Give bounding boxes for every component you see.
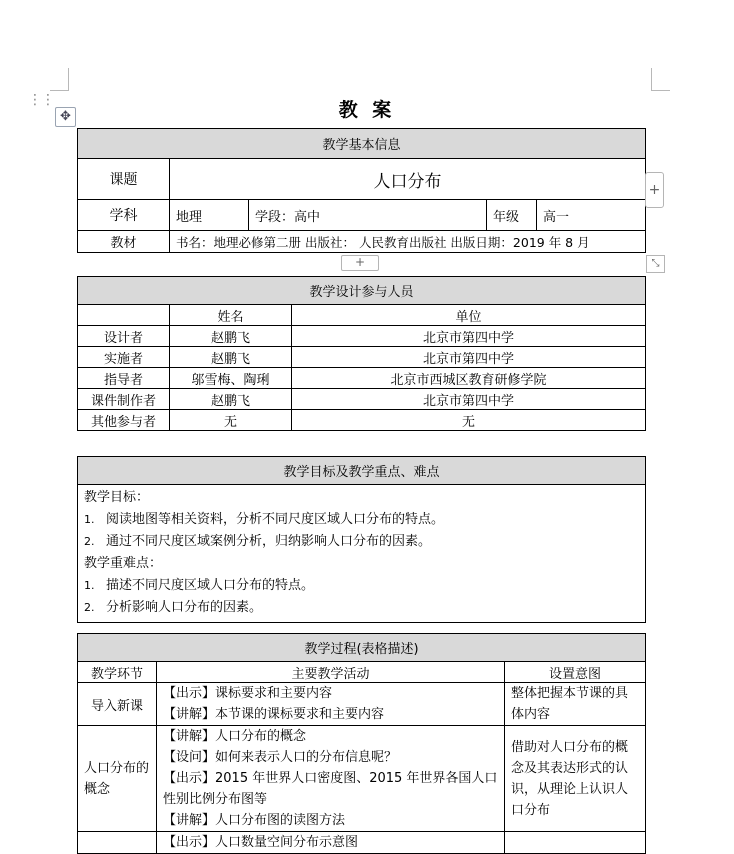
- design-team-header: 教学设计参与人员: [78, 277, 646, 305]
- unit-cell[interactable]: 北京市西城区教育研修学院: [292, 368, 646, 389]
- empty-header-cell: [78, 305, 170, 326]
- subject-value[interactable]: 地理: [170, 200, 249, 231]
- add-column-button[interactable]: +: [645, 172, 664, 208]
- unit-cell[interactable]: 北京市第四中学: [292, 326, 646, 347]
- activity-cell[interactable]: 【讲解】人口分布的概念 【设问】如何来表示人口的分布信息呢？ 【出示】2015 年世界人口密度图、2015 年世界各国人口性别比例分布图等 【讲解】人口分布图的读图方法: [157, 726, 505, 832]
- name-cell[interactable]: 赵鹏飞: [170, 326, 292, 347]
- table-move-handle-icon[interactable]: ✥: [55, 107, 76, 127]
- textbook-value[interactable]: 书名：地理必修第二册 出版社： 人民教育出版社 出版日期：2019 年 8 月: [170, 231, 646, 253]
- add-row-button[interactable]: +: [341, 255, 379, 271]
- process-header: 教学过程(表格描述): [78, 634, 646, 662]
- goal-label: 教学目标：: [84, 490, 150, 505]
- unit-cell[interactable]: 北京市第四中学: [292, 347, 646, 368]
- topic-value[interactable]: 人口分布: [170, 159, 646, 200]
- topic-label: 课题: [78, 159, 170, 200]
- unit-cell[interactable]: 北京市第四中学: [292, 389, 646, 410]
- grade-value[interactable]: 高一: [537, 200, 646, 231]
- table-row: [78, 368, 646, 389]
- table-row: [78, 326, 646, 347]
- table-row: [78, 410, 646, 431]
- textbook-label: 教材: [78, 231, 170, 253]
- list-item: 1. 阅读地图等相关资料，分析不同尺度区域人口分布的特点。: [84, 512, 445, 527]
- activity-cell[interactable]: 【出示】课标要求和主要内容 【讲解】本节课的课标要求和主要内容: [157, 683, 505, 726]
- objectives-table: [77, 456, 646, 623]
- list-item: 2. 通过不同尺度区域案例分析，归纳影响人口分布的因素。: [84, 534, 432, 549]
- name-cell[interactable]: 无: [170, 410, 292, 431]
- list-item: 1. 描述不同尺度区域人口分布的特点。: [84, 578, 315, 593]
- activity-cell[interactable]: 【出示】人口数量空间分布示意图: [157, 832, 505, 854]
- objectives-content[interactable]: [78, 485, 646, 623]
- col-unit-header: 单位: [292, 305, 646, 326]
- name-cell[interactable]: 赵鹏飞: [170, 389, 292, 410]
- col-activity-header: 主要教学活动: [157, 662, 505, 683]
- key-label: 教学重难点：: [84, 556, 163, 571]
- name-cell[interactable]: 赵鹏飞: [170, 347, 292, 368]
- role-cell: 课件制作者: [78, 389, 170, 410]
- role-cell: 其他参与者: [78, 410, 170, 431]
- intent-cell[interactable]: 借助对人口分布的概念及其表达形式的认识，从理论上认识人口分布: [505, 726, 646, 832]
- document-title: 教 案: [338, 99, 396, 121]
- stage-cell[interactable]: [78, 832, 157, 854]
- role-cell: 实施者: [78, 347, 170, 368]
- table-row: [78, 347, 646, 368]
- intent-cell[interactable]: [505, 832, 646, 854]
- design-team-table: [77, 276, 646, 431]
- col-name-header: 姓名: [170, 305, 292, 326]
- subject-label: 学科: [78, 200, 170, 231]
- table-row: [78, 683, 646, 726]
- col-stage-header: 教学环节: [78, 662, 157, 683]
- process-table: [77, 633, 646, 854]
- page-corner-mark-right: [651, 68, 670, 91]
- basic-info-table: [77, 128, 646, 253]
- table-resize-icon[interactable]: ⤡: [646, 255, 665, 273]
- table-row: [78, 726, 646, 832]
- list-item: 2. 分析影响人口分布的因素。: [84, 600, 263, 615]
- unit-cell[interactable]: 无: [292, 410, 646, 431]
- col-intent-header: 设置意图: [505, 662, 646, 683]
- objectives-header: 教学目标及教学重点、难点: [78, 457, 646, 485]
- table-row: [78, 832, 646, 854]
- stage-value[interactable]: 学段：高中: [249, 200, 487, 231]
- basic-info-header: 教学基本信息: [78, 129, 646, 159]
- table-row: [78, 389, 646, 410]
- role-cell: 指导者: [78, 368, 170, 389]
- page-corner-mark-left: [50, 68, 69, 91]
- intent-cell[interactable]: 整体把握本节课的具体内容: [505, 683, 646, 726]
- grade-label: 年级: [487, 200, 537, 231]
- drag-handle-icon[interactable]: ⋮⋮: [28, 92, 54, 108]
- stage-cell[interactable]: 人口分布的概念: [78, 726, 157, 832]
- name-cell[interactable]: 邬雪梅、陶琍: [170, 368, 292, 389]
- role-cell: 设计者: [78, 326, 170, 347]
- stage-cell[interactable]: 导入新课: [78, 683, 157, 726]
